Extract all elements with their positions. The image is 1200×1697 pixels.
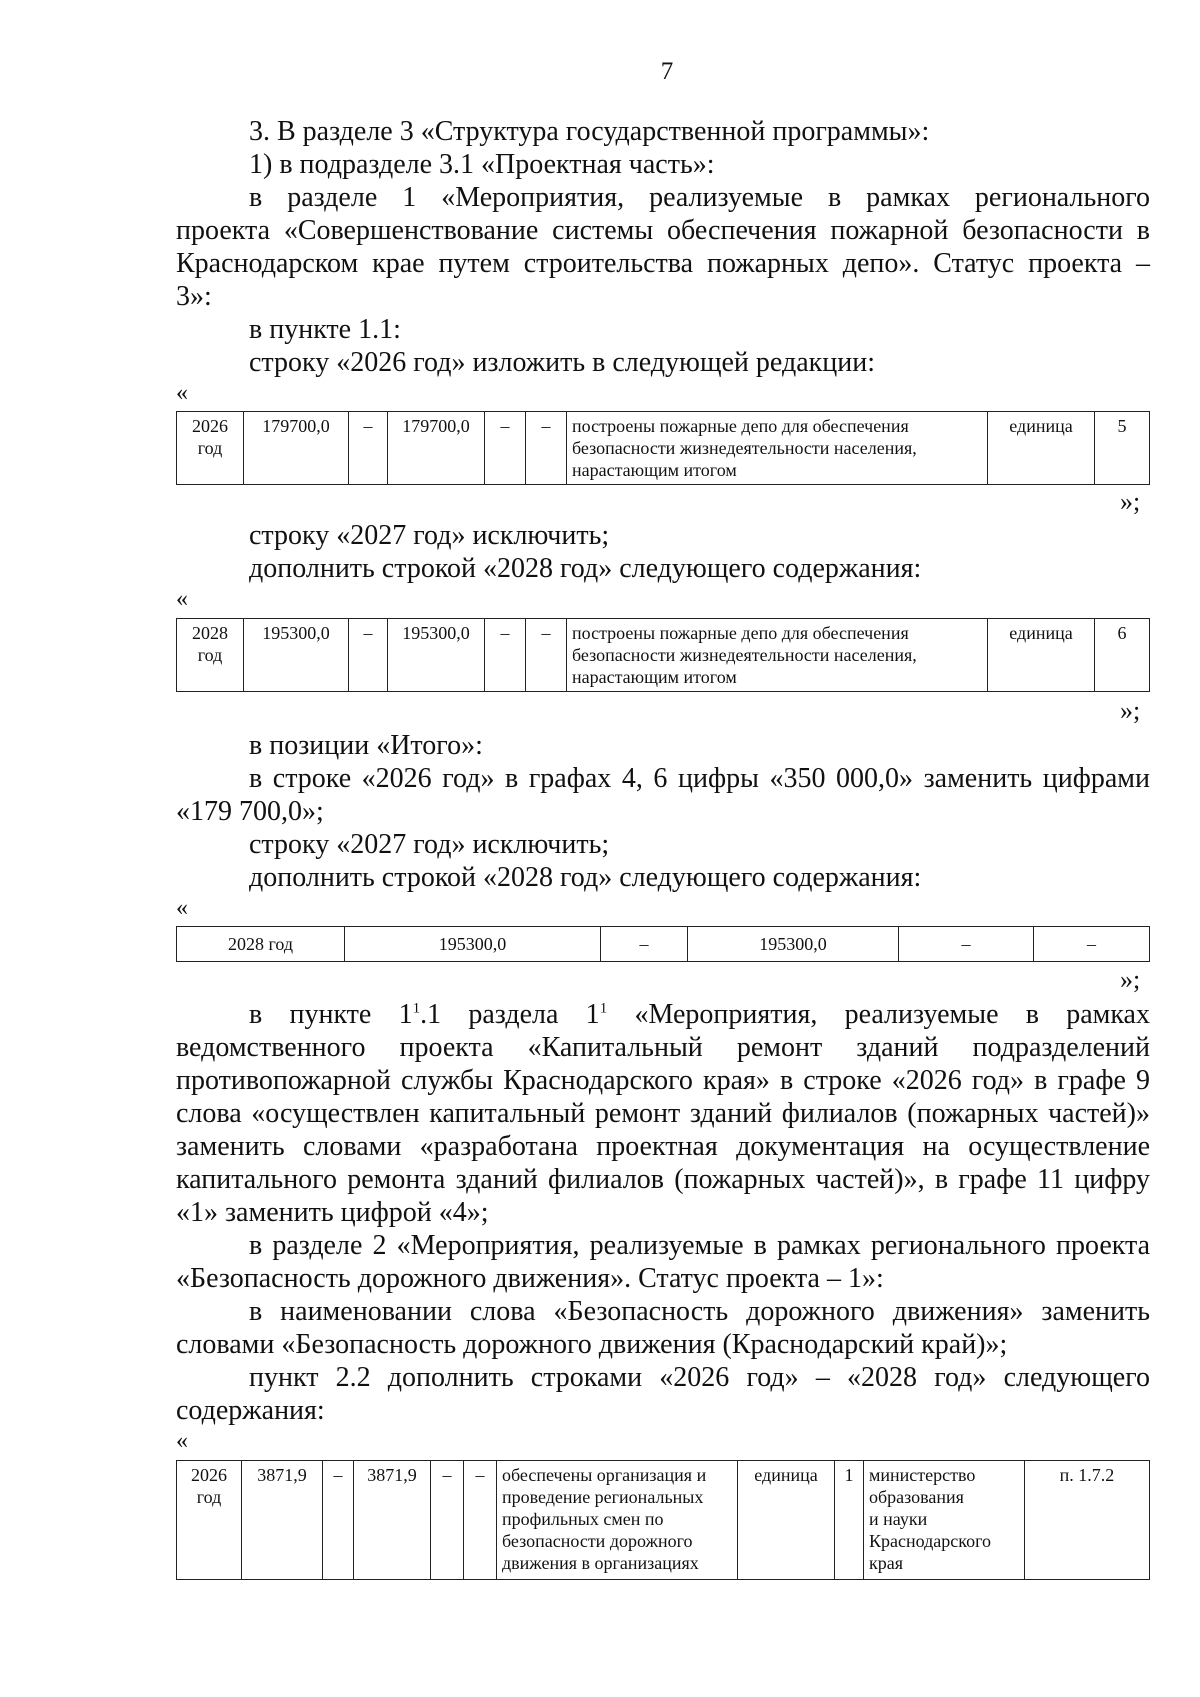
paragraph-item-1-1-1	[176, 998, 1150, 1229]
quote-close-mark: »;	[1120, 487, 1141, 516]
org-line: образования	[869, 1487, 964, 1507]
paragraph-line: в наименовании слова «Безопасность дорожного движения» заменить	[249, 1296, 1150, 1327]
cell-value: 195300,0	[388, 619, 485, 692]
cell-count: 5	[1095, 412, 1150, 485]
text-fragment: в пункте 1	[249, 999, 413, 1030]
quote-open-mark: «	[176, 380, 188, 406]
result-line: движения в организациях	[502, 1553, 699, 1573]
cell-dash: –	[485, 412, 526, 485]
quote-open-mark: «	[176, 586, 188, 612]
cell-result	[567, 619, 988, 692]
cell-dash: –	[526, 619, 567, 692]
paragraph-item22	[176, 1361, 1150, 1427]
cell-total: 195300,0	[345, 927, 601, 962]
superscript: 1	[412, 1000, 421, 1017]
year-unit: год	[197, 645, 223, 665]
paragraph-section1	[176, 181, 1150, 313]
paragraph-section3: 3. В разделе 3 «Структура государственной программы»:	[249, 116, 930, 147]
cell-value: 195300,0	[688, 927, 899, 962]
paragraph-replace-figures	[176, 762, 1150, 828]
superscript: 1	[599, 1000, 608, 1017]
paragraph-line: Краснодарском крае путем строительства пожарных депо». Статус проекта –	[176, 248, 1150, 279]
org-line: и науки	[869, 1509, 928, 1529]
cell-year	[177, 619, 244, 692]
result-line: профильных смен по	[502, 1509, 664, 1529]
paragraph-rename	[176, 1295, 1150, 1361]
text-fragment: «Мероприятия, реализуемые в рамках	[607, 999, 1150, 1030]
quote-open-mark: «	[176, 1428, 188, 1454]
cell-unit: единица	[988, 412, 1095, 485]
cell-dash: –	[431, 1461, 464, 1580]
result-line: безопасности жизнедеятельности населения,	[572, 438, 917, 458]
org-line: Краснодарского	[869, 1531, 992, 1551]
paragraph-line: проекта «Совершенствование системы обеспечения пожарной безопасности в	[176, 215, 1150, 246]
cell-total: 179700,0	[244, 412, 349, 485]
cell-result	[567, 412, 988, 485]
paragraph-line: пункт 2.2 дополнить строками «2026 год» – «2028 год» следующего	[249, 1362, 1150, 1393]
paragraph-line: слова «осуществлен капитальный ремонт зданий филиалов (пожарных частей)»	[176, 1098, 1150, 1129]
result-line: проведение региональных	[502, 1487, 704, 1507]
cell-dash: –	[485, 619, 526, 692]
paragraph-add-2028: дополнить строкой «2028 год» следующего содержания:	[249, 553, 922, 584]
cell-count: 1	[835, 1461, 864, 1580]
text-fragment: .1 раздела 1	[420, 999, 600, 1030]
paragraph-exclude-2027: строку «2027 год» исключить;	[249, 520, 610, 551]
paragraph-line: заменить словами «разработана проектная документация на осуществление	[176, 1131, 1150, 1162]
year-value: 2028	[192, 623, 228, 643]
cell-year	[177, 1461, 242, 1580]
paragraph-line: 3»:	[176, 281, 212, 312]
cell-dash: –	[464, 1461, 497, 1580]
table-row-2028	[176, 618, 1150, 692]
cell-year: 2028 год	[177, 927, 345, 962]
year-unit: год	[197, 438, 223, 458]
paragraph-row2026: строку «2026 год» изложить в следующей редакции:	[249, 347, 875, 378]
quote-close-mark: »;	[1120, 696, 1141, 725]
table-row-2026	[176, 411, 1150, 485]
paragraph-line: противопожарной службы Краснодарского края» в строке «2026 год» в графе 9	[176, 1065, 1150, 1096]
year-value: 2026	[191, 1465, 227, 1485]
cell-organization	[864, 1461, 1025, 1580]
org-line: края	[869, 1553, 904, 1573]
paragraph-subsection31: 1) в подразделе 3.1 «Проектная часть»:	[249, 149, 715, 180]
paragraph-total-position: в позиции «Итого»:	[249, 730, 483, 761]
cell-total: 195300,0	[244, 619, 349, 692]
cell-total: 3871,9	[242, 1461, 323, 1580]
result-line: построены пожарные депо для обеспечения	[572, 416, 909, 436]
cell-result	[497, 1461, 738, 1580]
paragraph-line: ведомственного проекта «Капитальный ремонт зданий подразделений	[176, 1032, 1150, 1063]
cell-value: 3871,9	[354, 1461, 431, 1580]
result-line: построены пожарные депо для обеспечения	[572, 623, 909, 643]
table-total-2028	[176, 926, 1150, 962]
paragraph-line: содержания:	[176, 1395, 325, 1426]
paragraph-item11: в пункте 1.1:	[249, 314, 401, 345]
result-line: обеспечены организация и	[502, 1465, 707, 1485]
table-item22-2026	[176, 1460, 1150, 1580]
cell-unit: единица	[988, 619, 1095, 692]
paragraph-line: «1» заменить цифрой «4»;	[176, 1197, 489, 1228]
cell-dash: –	[1034, 927, 1150, 962]
cell-dash: –	[349, 619, 388, 692]
result-line: безопасности жизнедеятельности населения,	[572, 645, 917, 665]
paragraph-line: «179 700,0»;	[176, 796, 324, 827]
paragraph-line: в строке «2026 год» в графах 4, 6 цифры «350 000,0» заменить цифрами	[249, 763, 1150, 794]
cell-value: 179700,0	[388, 412, 485, 485]
year-value: 2026	[192, 416, 228, 436]
cell-dash: –	[349, 412, 388, 485]
page-number: 7	[660, 58, 674, 85]
cell-year	[177, 412, 244, 485]
org-line: министерство	[869, 1465, 976, 1485]
cell-dash: –	[526, 412, 567, 485]
cell-unit: единица	[738, 1461, 835, 1580]
year-unit: год	[196, 1487, 222, 1507]
cell-dash: –	[323, 1461, 354, 1580]
paragraph-line: капитального ремонта зданий филиалов (пожарных частей)», в графе 11 цифру	[176, 1164, 1150, 1195]
paragraph-line: «Безопасность дорожного движения». Статус проекта – 1»:	[176, 1263, 884, 1294]
paragraph-add-2028-total: дополнить строкой «2028 год» следующего содержания:	[249, 862, 922, 893]
result-line: нарастающим итогом	[572, 667, 737, 687]
cell-dash: –	[601, 927, 688, 962]
quote-close-mark: »;	[1120, 965, 1141, 994]
paragraph-exclude-2027-total: строку «2027 год» исключить;	[249, 829, 610, 860]
cell-count: 6	[1095, 619, 1150, 692]
paragraph-section2	[176, 1229, 1150, 1295]
result-line: нарастающим итогом	[572, 460, 737, 480]
paragraph-line: в разделе 1 «Мероприятия, реализуемые в рамках регионального	[249, 182, 1150, 213]
paragraph-line: словами «Безопасность дорожного движения (Краснодарский край)»;	[176, 1329, 1008, 1360]
paragraph-line: в разделе 2 «Мероприятия, реализуемые в рамках регионального проекта	[249, 1230, 1150, 1261]
paragraph-line	[176, 998, 1150, 1031]
quote-open-mark: «	[176, 895, 188, 921]
result-line: безопасности дорожного	[502, 1531, 693, 1551]
cell-dash: –	[899, 927, 1034, 962]
cell-reference: п. 1.7.2	[1025, 1461, 1150, 1580]
